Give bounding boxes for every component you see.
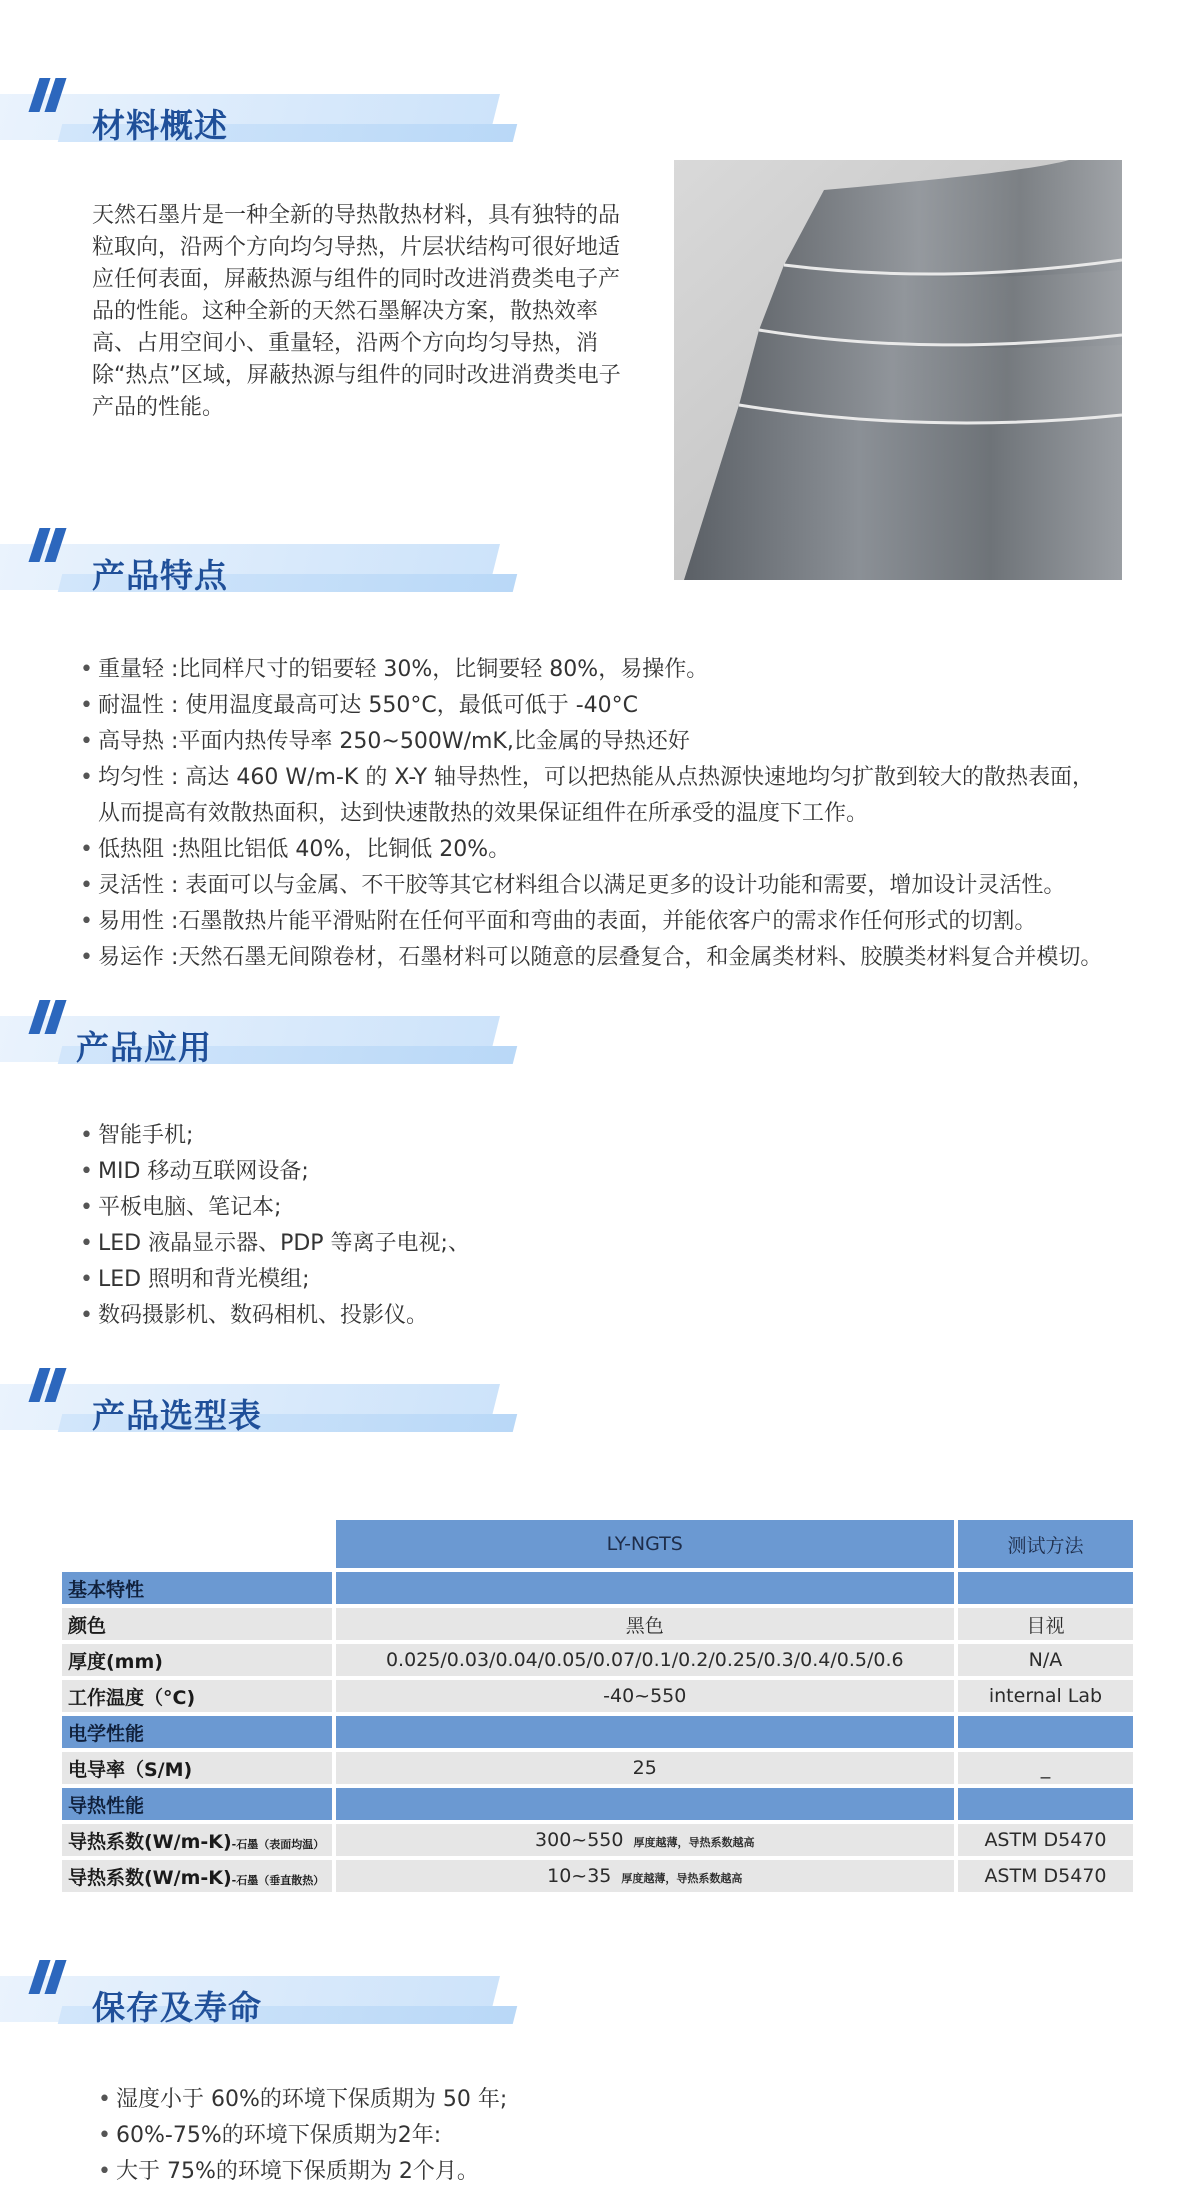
table-category-row: 电学性能	[62, 1716, 1133, 1748]
list-item: • LED 照明和背光模组;	[80, 1262, 680, 1298]
table-row: 颜色 黑色 目视	[62, 1608, 1133, 1640]
header-bars-icon	[34, 78, 70, 112]
list-item: • 低热阻 :热阻比铝低 40%，比铜低 20%。	[80, 832, 1180, 868]
list-item: • 60%-75%的环境下保质期为2年:	[98, 2118, 798, 2154]
list-item: • 易用性 :石墨散热片能平滑贴附在任何平面和弯曲的表面，并能依客户的需求作任何形式的切割。	[80, 904, 1180, 940]
section-title: 保存及寿命	[92, 1988, 262, 2027]
overview-paragraph: 天然石墨片是一种全新的导热散热材料，具有独特的品粒取向，沿两个方向均匀导热，片层状结构可很好地适应任何表面，屏蔽热源与组件的同时改进消费类电子产品的性能。这种全新的天然石墨解决方案，散热效率高、占用空间小、重量轻，沿两个方向均匀导热，消除“热点”区域，屏蔽热源与组件的同时改进消费类电子产品的性能。	[92, 203, 621, 420]
table-header-row	[62, 1520, 1133, 1568]
section-header-storage	[0, 1960, 540, 2040]
table-row: 电导率（S/M) 25 _	[62, 1752, 1133, 1784]
header-bars-icon	[34, 1960, 70, 1994]
table-row: 厚度(mm) 0.025/0.03/0.04/0.05/0.07/0.1/0.2/0.25/0.3/0.4/0.5/0.6 N/A	[62, 1644, 1133, 1676]
section-header-overview	[0, 78, 540, 158]
section-header-features	[0, 528, 540, 608]
list-item-continuation: 从而提高有效散热面积，达到快速散热的效果保证组件在所承受的温度下工作。	[98, 801, 869, 826]
list-item: • LED 液晶显示器、PDP 等离子电视;、	[80, 1226, 680, 1262]
list-item: • 均匀性 : 高达 460 W/m-K 的 X-Y 轴导热性，可以把热能从点热源快速地均匀扩散到较大的散热表面， 从而提高有效散热面积，达到快速散热的效果保证组件在所承受的温度下工作。	[80, 760, 1180, 832]
section-title: 产品应用	[76, 1028, 212, 1067]
list-item: • 智能手机;	[80, 1118, 680, 1154]
section-header-selection	[0, 1368, 540, 1448]
list-item: • 灵活性 : 表面可以与金属、不干胶等其它材料组合以满足更多的设计功能和需要，增加设计灵活性。	[80, 868, 1180, 904]
header-bars-icon	[34, 1000, 70, 1034]
list-item: • 数码摄影机、数码相机、投影仪。	[80, 1298, 680, 1334]
table-category-row: 基本特性	[62, 1572, 1133, 1604]
section-title: 产品选型表	[92, 1396, 262, 1435]
section-title: 产品特点	[92, 556, 228, 595]
list-item: • 易运作 :天然石墨无间隙卷材，石墨材料可以随意的层叠复合，和金属类材料、胶膜类材料复合并模切。	[80, 940, 1180, 976]
table-row: 工作温度（°C) -40~550 internal Lab	[62, 1680, 1133, 1712]
header-bars-icon	[34, 1368, 70, 1402]
applications-list	[80, 1118, 680, 1334]
table-row: 导热系数(W/m-K)-石墨（表面均温） 300~550 厚度越薄，导热系数越高 ASTM D5470	[62, 1824, 1133, 1856]
list-item: • 重量轻 :比同样尺寸的铝要轻 30%，比铜要轻 80%，易操作。	[80, 652, 1180, 688]
section-title: 材料概述	[92, 106, 228, 145]
table-header-model: LY-NGTS	[332, 1520, 954, 1568]
table-category-row: 导热性能	[62, 1788, 1133, 1820]
list-item: • 湿度小于 60%的环境下保质期为 50 年;	[98, 2082, 798, 2118]
features-list	[80, 652, 1180, 976]
table-row: 导热系数(W/m-K)-石墨（垂直散热） 10~35 厚度越薄，导热系数越高 ASTM D5470	[62, 1860, 1133, 1892]
list-item: • 耐温性 : 使用温度最高可达 550°C，最低可低于 -40°C	[80, 688, 1180, 724]
table-header-method: 测试方法	[954, 1520, 1133, 1568]
header-bars-icon	[34, 528, 70, 562]
graphite-sheet-photo	[674, 160, 1122, 580]
storage-list	[98, 2082, 798, 2190]
section-header-applications	[0, 1000, 540, 1080]
list-item: • 高导热 :平面内热传导率 250~500W/mK,比金属的导热还好	[80, 724, 1180, 760]
selection-table	[62, 1516, 1133, 1896]
list-item: • 大于 75%的环境下保质期为 2个月。	[98, 2154, 798, 2190]
list-item: • 平板电脑、笔记本;	[80, 1190, 680, 1226]
list-item: • MID 移动互联网设备;	[80, 1154, 680, 1190]
